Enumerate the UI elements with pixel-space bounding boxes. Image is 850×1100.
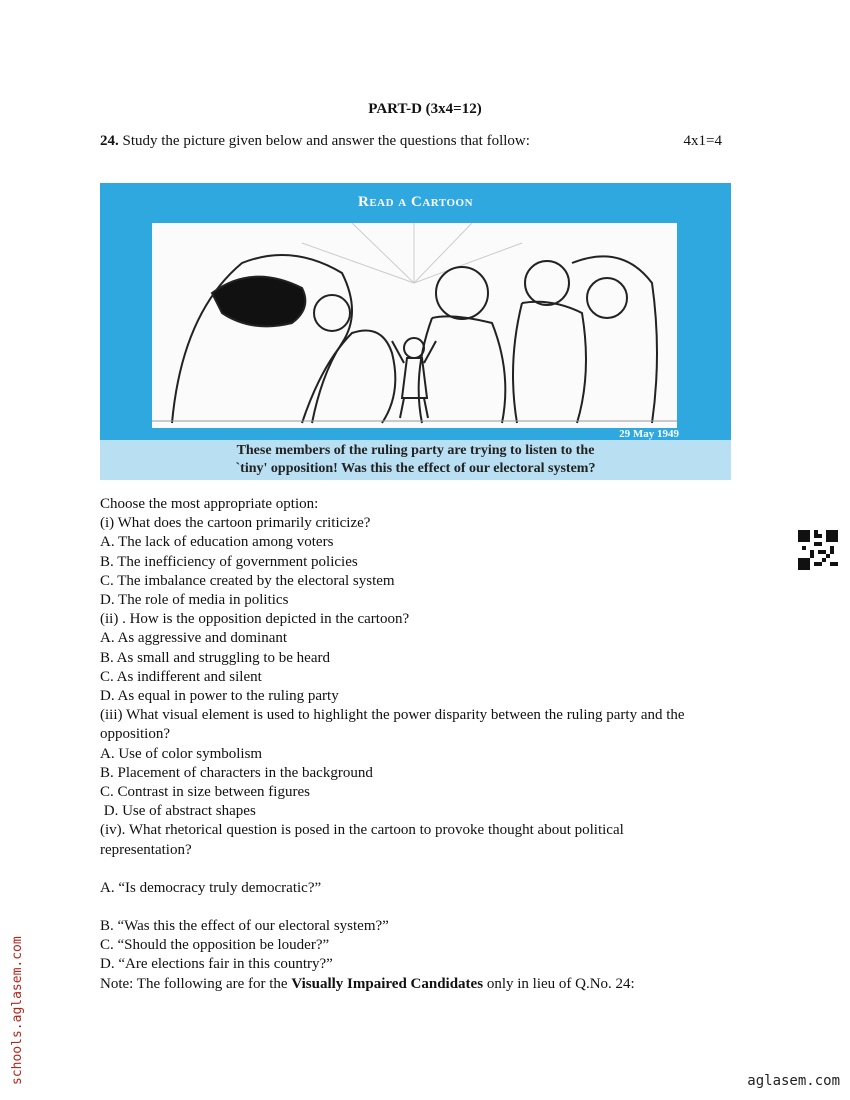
question-number: 24. xyxy=(100,133,119,149)
option: A. Use of color symbolism xyxy=(100,745,263,762)
option: D. “Are elections fair in this country?” xyxy=(100,956,333,973)
option: D. The role of media in politics xyxy=(100,592,289,609)
question-marks: 4x1=4 xyxy=(683,133,722,149)
option: B. Placement of characters in the background xyxy=(100,764,373,781)
cartoon-caption-line1: These members of the ruling party are trying to listen to the xyxy=(236,443,595,458)
cartoon-date: 29 May 1949 xyxy=(619,428,679,440)
option: A. “Is democracy truly democratic?” xyxy=(100,879,322,896)
note-prefix: Note: The following are for the xyxy=(100,975,292,992)
option: C. The imbalance created by the electoral system xyxy=(100,572,395,589)
subquestion-4: (iv). What rhetorical question is posed in the cartoon to provoke thought about political representation? xyxy=(100,822,624,858)
option: C. Contrast in size between figures xyxy=(100,784,310,801)
option: D. As equal in power to the ruling party xyxy=(100,688,339,705)
note-suffix: only in lieu of Q.No. 24: xyxy=(483,975,635,992)
option: A. The lack of education among voters xyxy=(100,534,334,551)
subquestion-3: (iii) What visual element is used to highlight the power disparity between the ruling party and the opposition? xyxy=(100,707,685,743)
note-bold: Visually Impaired Candidates xyxy=(291,975,484,992)
cartoon-drawing xyxy=(152,223,677,428)
option: B. “Was this the effect of our electoral system?” xyxy=(100,918,389,935)
qr-code-icon xyxy=(798,530,838,570)
cartoon-caption xyxy=(100,440,731,480)
cartoon-title: Read a Cartoon xyxy=(357,194,474,210)
question-24-line xyxy=(100,133,722,150)
cartoon-figure xyxy=(100,183,731,480)
note xyxy=(100,975,740,994)
side-watermark: schools.aglasem.com xyxy=(10,936,25,1085)
subquestion-2: (ii) . How is the opposition depicted in the cartoon? xyxy=(100,611,410,628)
cartoon-caption-line2: `tiny' opposition! Was this the effect of our electoral system? xyxy=(235,461,596,476)
option: A. As aggressive and dominant xyxy=(100,630,288,647)
option: B. As small and struggling to be heard xyxy=(100,649,330,666)
option: C. “Should the opposition be louder?” xyxy=(100,937,330,954)
option: C. As indifferent and silent xyxy=(100,668,262,685)
option: D. Use of abstract shapes xyxy=(100,803,256,820)
subquestion-1: (i) What does the cartoon primarily criticize? xyxy=(100,515,371,532)
instruction: Choose the most appropriate option: xyxy=(100,496,319,512)
footer-watermark: aglasem.com xyxy=(747,1073,840,1089)
questions-block xyxy=(100,495,740,994)
part-title: PART-D (3x4=12) xyxy=(368,101,482,117)
cartoon-illustration xyxy=(152,223,677,428)
option: B. The inefficiency of government policies xyxy=(100,553,358,570)
question-text: Study the picture given below and answer the questions that follow: xyxy=(122,133,530,149)
